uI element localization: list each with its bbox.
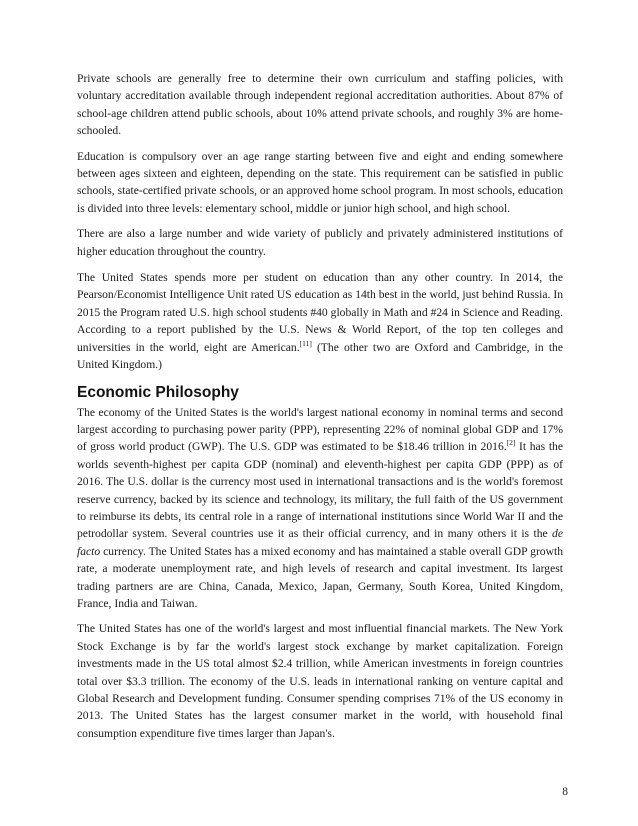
paragraph-private-schools: Private schools are generally free to determine their own curriculum and staffing policies, with voluntary accreditation available through independent regional accreditation authorities. About 87% of school-age children attend public schools, about 10% attend private schools, and roughly 3% are home-schooled. xyxy=(77,72,563,138)
page-number: 8 xyxy=(562,786,568,798)
paragraph-compulsory-education: Education is compulsory over an age range starting between five and eight and ending somewhere between ages sixteen and eighteen, depending on the state. This requirement can be satisfied in public schools, state-certified private schools, or an approved home school program. In most schools, education is divided into three levels: elementary school, middle or junior high school, and high school. xyxy=(77,149,563,215)
economy-emphasis-de-facto: de facto xyxy=(77,527,563,558)
section-heading-economic-philosophy: Economic Philosophy xyxy=(77,383,239,401)
paragraph-financial-markets: The United States has one of the world's largest and most influential financial markets. The New York Stock Exchange is by far the world's largest stock exchange by market capitalization. Foreign investments made in the US total almost $2.4 trillion, while American investments in foreign countries total over $3.3 trillion. The economy of the U.S. leads in international ranking on venture capital and Global Research and Development funding. Consumer spending comprises 71% of the US economy in 2013. The United States has the largest consumer market in the world, with household final consumption expenditure five times larger than Japan's. xyxy=(77,622,563,740)
spending-text: The United States spends more per student on education than any other country. In 2014, the Pearson/Economist Intelligence Unit rated US education as 14th best in the world, just behind Russia. In 2015 the Program rated U.S. high school students #40 globally in Math and #24 in Science and Reading. According to a report published by the U.S. News & World Report, of the top ten colleges and universities in the world, eight are American. xyxy=(77,271,563,354)
citation-2: [2] xyxy=(506,438,516,448)
economy-text-part3: currency. The United States has a mixed economy and has maintained a stable overall GDP growth rate, a moderate unemployment rate, and high levels of research and capital investment. Its largest trading partners are are China, Canada, Mexico, Japan, Germany, South Korea, United Kingdom, France, India and Taiwan. xyxy=(77,544,563,610)
economy-text-part2: It has the worlds seventh-highest per capita GDP (nominal) and eleventh-highest per capita GDP (PPP) as of 2016. The U.S. dollar is the currency most used in international transactions and is the world's foremost reserve currency, backed by its science and technology, its military, the full faith of the US government to reimburse its debts, its central role in a range of international institutions since World War II and the petrodollar system. Several countries use it as their official currency, and in many others it is the xyxy=(77,440,563,541)
paragraph-education-spending xyxy=(77,269,563,373)
paragraph-economy xyxy=(77,404,563,613)
citation-11: [11] xyxy=(299,338,312,348)
economy-text-part1: The economy of the United States is the world's largest national economy in nominal terms and second largest according to purchasing power parity (PPP), representing 22% of nominal global GDP and 17% of gross world product (GWP). The U.S. GDP was estimated to be $18.46 trillion in 2016. xyxy=(77,405,563,454)
spending-tail: (The other two are Oxford and Cambridge, in the United Kingdom.) xyxy=(77,340,563,372)
paragraph-higher-education: There are also a large number and wide variety of publicly and privately administered institutions of higher education throughout the country. xyxy=(77,227,563,258)
page-content xyxy=(77,70,563,750)
